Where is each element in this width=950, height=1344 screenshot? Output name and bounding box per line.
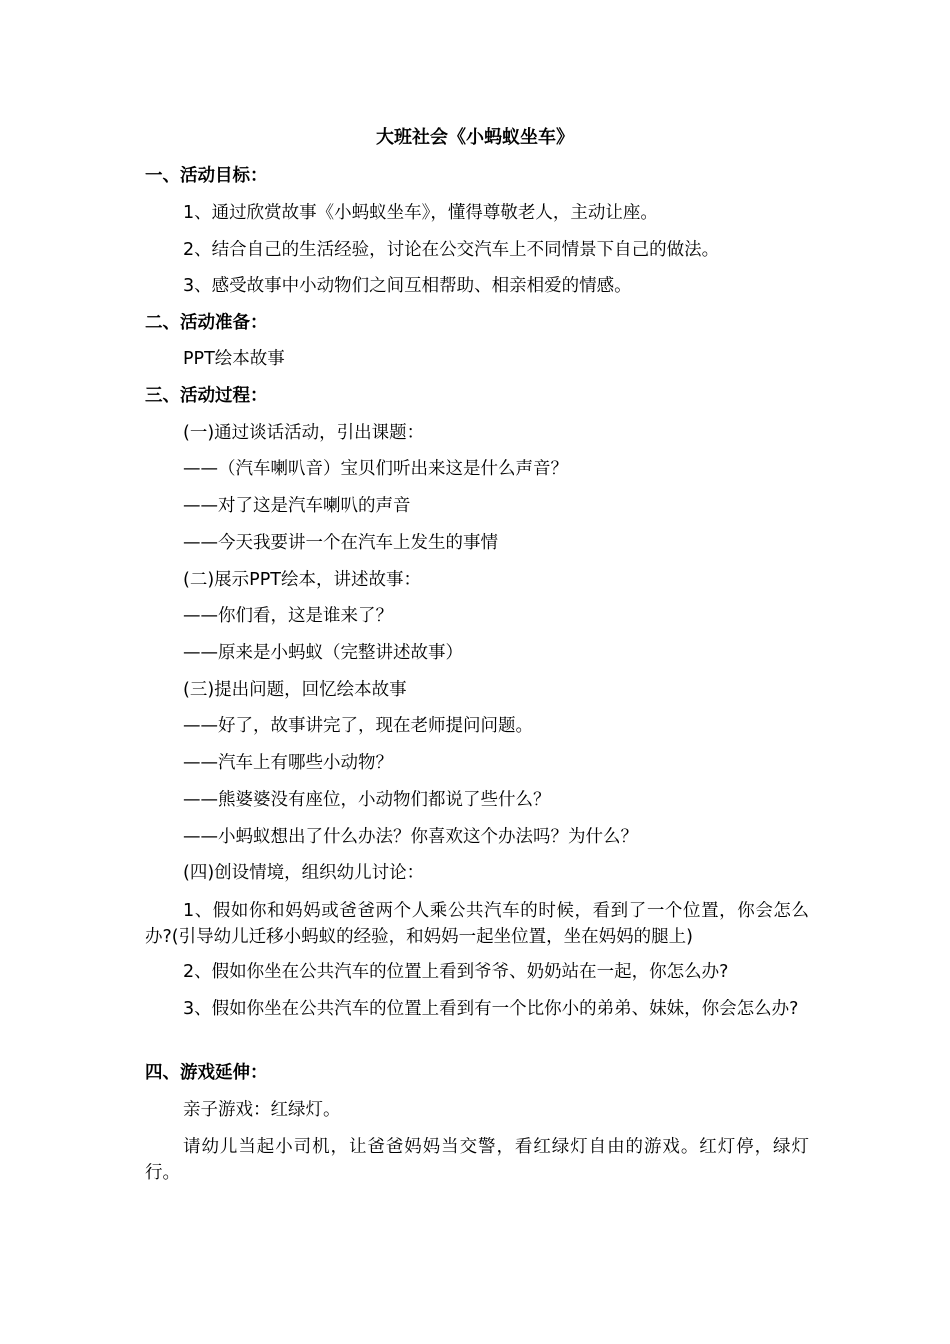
extension-game: 亲子游戏：红绿灯。 bbox=[183, 1100, 341, 1120]
preparation-text: PPT绘本故事 bbox=[183, 349, 285, 369]
process-line: ——（汽车喇叭音）宝贝们听出来这是什么声音？ bbox=[183, 459, 568, 479]
goal-item: 2、结合自己的生活经验，讨论在公交汽车上不同情景下自己的做法。 bbox=[183, 240, 720, 260]
process-line: ——今天我要讲一个在汽车上发生的事情 bbox=[183, 533, 498, 553]
section-heading-goals: 一、活动目标： bbox=[145, 166, 268, 186]
process-line: ——汽车上有哪些小动物？ bbox=[183, 753, 393, 773]
goal-item: 1、通过欣赏故事《小蚂蚁坐车》，懂得尊敬老人，主动让座。 bbox=[183, 203, 658, 223]
section-heading-preparation: 二、活动准备： bbox=[145, 313, 268, 333]
goal-item: 3、感受故事中小动物们之间互相帮助、相亲相爱的情感。 bbox=[183, 276, 632, 296]
discussion-item: 1、假如你和妈妈或爸爸两个人乘公共汽车的时候，看到了一个位置，你会怎么办?(引导幼儿迁移小蚂蚁的经验，和妈妈一起坐位置，坐在妈妈的腿上) bbox=[145, 901, 809, 947]
document-title: 大班社会《小蚂蚁坐车》 bbox=[376, 127, 574, 148]
process-line: (二)展示PPT绘本，讲述故事： bbox=[183, 570, 421, 590]
process-line: ——好了，故事讲完了，现在老师提问问题。 bbox=[183, 716, 533, 736]
process-line: ——原来是小蚂蚁（完整讲述故事） bbox=[183, 643, 463, 663]
section-heading-process: 三、活动过程： bbox=[145, 386, 268, 406]
process-line: ——你们看，这是谁来了？ bbox=[183, 606, 393, 626]
extension-description: 请幼儿当起小司机，让爸爸妈妈当交警，看红绿灯自由的游戏。红灯停，绿灯行。 bbox=[145, 1137, 809, 1183]
process-line: ——对了这是汽车喇叭的声音 bbox=[183, 496, 411, 516]
discussion-item: 3、假如你坐在公共汽车的位置上看到有一个比你小的弟弟、妹妹，你会怎么办? bbox=[183, 999, 799, 1019]
process-line: (三)提出问题，回忆绘本故事 bbox=[183, 680, 407, 700]
section-heading-extension: 四、游戏延伸： bbox=[145, 1063, 268, 1083]
process-line: ——小蚂蚁想出了什么办法？你喜欢这个办法吗？为什么？ bbox=[183, 827, 638, 847]
process-line: ——熊婆婆没有座位，小动物们都说了些什么？ bbox=[183, 790, 551, 810]
discussion-item: 2、假如你坐在公共汽车的位置上看到爷爷、奶奶站在一起，你怎么办? bbox=[183, 962, 729, 982]
process-line: (四)创设情境，组织幼儿讨论： bbox=[183, 863, 425, 883]
process-line: (一)通过谈话活动，引出课题： bbox=[183, 423, 425, 443]
